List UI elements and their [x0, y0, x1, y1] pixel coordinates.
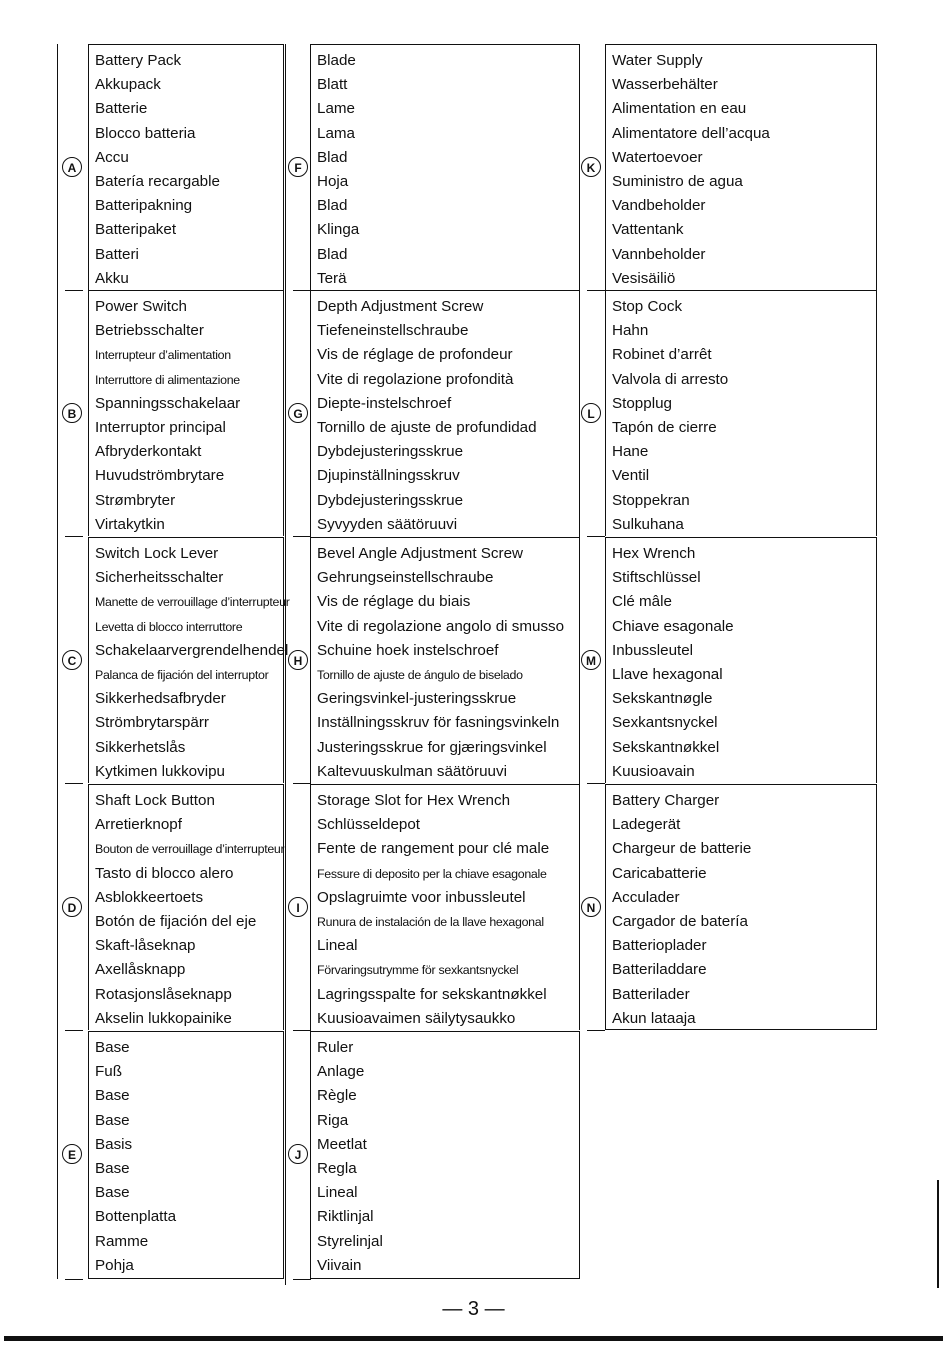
- term-text: Inbussleutel: [612, 641, 694, 659]
- term-text: Kuusioavaimen säilytysaukko: [317, 1009, 516, 1027]
- row-divider: [293, 1279, 311, 1280]
- item-letter-l: L: [581, 403, 601, 423]
- term-text: Vis de réglage de profondeur: [317, 346, 513, 364]
- item-letter-m: M: [581, 650, 601, 670]
- term-text: Wasserbehälter: [612, 76, 718, 94]
- row-divider: [65, 1030, 83, 1031]
- term-text: Justeringsskrue for gjæringsvinkel: [317, 738, 547, 756]
- term-text: Robinet d’arrêt: [612, 346, 712, 364]
- term-text: Interruptor principal: [95, 419, 226, 437]
- term-text: Hex Wrench: [612, 545, 696, 562]
- item-letter-f: F: [288, 157, 308, 177]
- term-text: Vis de réglage du biais: [317, 593, 471, 611]
- term-text: Vite di regolazione profondità: [317, 370, 514, 388]
- term-text: Stop Cock: [612, 298, 683, 315]
- column-rule: [57, 44, 58, 1279]
- term-text: Diepte-instelschroef: [317, 394, 452, 412]
- row-divider: [293, 1030, 311, 1031]
- term-text: Batteri: [95, 245, 139, 263]
- term-text: Levetta di blocco interruttore: [95, 619, 243, 634]
- term-text: Riktlinjal: [317, 1208, 374, 1226]
- term-text: Alimentatore dell’acqua: [612, 124, 770, 142]
- row-divider: [65, 290, 83, 291]
- term-text: Depth Adjustment Screw: [317, 298, 484, 315]
- term-text: Runura de instalación de la llave hexagonal: [317, 915, 544, 930]
- term-text: Förvaringsutrymme för sexkantsnyckel: [317, 963, 519, 978]
- term-text: Suministro de agua: [612, 173, 743, 191]
- term-cell-mid: [310, 290, 580, 536]
- term-text: Tasto di blocco alero: [95, 864, 234, 882]
- term-text: Base: [95, 1111, 130, 1129]
- row-divider: [293, 783, 311, 784]
- term-text: Sikkerhedsafbryder: [95, 690, 226, 708]
- term-text: Ladegerät: [612, 816, 681, 834]
- term-text: Hoja: [317, 173, 349, 191]
- term-cell-mid: [310, 784, 580, 1030]
- term-text: Pohja: [95, 1256, 134, 1274]
- term-text: Blad: [317, 245, 348, 263]
- term-text: Lineal: [317, 937, 358, 955]
- term-text: Sekskantnøgle: [612, 690, 713, 708]
- term-text: Asblokkeertoets: [95, 888, 204, 906]
- term-text: Water Supply: [612, 52, 703, 69]
- term-text: Arretierknopf: [95, 816, 182, 834]
- term-text: Batterioplader: [612, 937, 707, 955]
- term-text: Lama: [317, 124, 355, 142]
- term-cell-mid: [310, 44, 580, 290]
- term-text: Terä: [317, 269, 347, 287]
- term-text: Lineal: [317, 1184, 358, 1202]
- term-text: Battery Charger: [612, 792, 720, 809]
- term-text: Betriebsschalter: [95, 322, 204, 340]
- term-text: Schuine hoek instelschroef: [317, 641, 499, 659]
- term-text: Sicherheitsschalter: [95, 569, 224, 587]
- term-text: Chargeur de batterie: [612, 840, 752, 858]
- term-text: Basis: [95, 1135, 133, 1153]
- item-letter-a: A: [62, 157, 82, 177]
- term-text: Sikkerhetslås: [95, 738, 186, 756]
- term-cell-right: [605, 44, 877, 290]
- term-text: Base: [95, 1087, 130, 1105]
- row-divider: [587, 783, 605, 784]
- term-text: Clé mâle: [612, 593, 672, 611]
- item-letter-n: N: [581, 897, 601, 917]
- term-text: Accu: [95, 148, 129, 166]
- term-text: Tornillo de ajuste de ángulo de biselado: [317, 668, 523, 683]
- column-rule: [285, 44, 286, 1285]
- bottom-rule: [4, 1336, 943, 1341]
- term-text: Palanca de fijación del interruptor: [95, 668, 269, 683]
- term-text: Akkupack: [95, 76, 161, 94]
- term-text: Botón de fijación del eje: [95, 913, 257, 931]
- term-cell-mid: [310, 537, 580, 783]
- term-cell-right: [605, 290, 877, 536]
- term-text: Hahn: [612, 322, 649, 340]
- term-text: Battery Pack: [95, 52, 182, 69]
- term-text: Tornillo de ajuste de profundidad: [317, 419, 537, 437]
- term-text: Anlage: [317, 1063, 365, 1081]
- term-text: Kytkimen lukkovipu: [95, 762, 225, 780]
- term-text: Skaft-låseknap: [95, 937, 196, 955]
- term-text: Blad: [317, 148, 348, 166]
- term-text: Virtakytkin: [95, 515, 165, 533]
- row-divider: [587, 1030, 605, 1031]
- term-cell-right: [605, 537, 877, 783]
- term-text: Interrupteur d’alimentation: [95, 348, 231, 363]
- term-text: Règle: [317, 1087, 357, 1105]
- item-letter-c: C: [62, 650, 82, 670]
- row-divider: [65, 783, 83, 784]
- term-text: Ruler: [317, 1039, 354, 1056]
- term-text: Batteripakning: [95, 197, 193, 215]
- item-letter-h: H: [288, 650, 308, 670]
- term-text: Syvyyden säätöruuvi: [317, 515, 458, 533]
- term-text: Tapón de cierre: [612, 419, 717, 437]
- term-text: Watertoevoer: [612, 148, 703, 166]
- term-text: Alimentation en eau: [612, 100, 747, 118]
- row-divider: [293, 290, 311, 291]
- term-cell-left: [88, 290, 284, 536]
- term-text: Cargador de batería: [612, 913, 748, 931]
- term-text: Base: [95, 1184, 130, 1202]
- term-text: Afbryderkontakt: [95, 443, 202, 461]
- page-number: — 3 —: [442, 1298, 505, 1320]
- item-letter-i: I: [288, 897, 308, 917]
- term-cell-right: [605, 784, 877, 1030]
- term-text: Blade: [317, 52, 356, 69]
- term-text: Inställningsskruv för fasningsvinkeln: [317, 714, 560, 732]
- term-text: Vite di regolazione angolo di smusso: [317, 617, 565, 635]
- term-text: Strömbrytarspärr: [95, 714, 209, 732]
- term-text: Fuß: [95, 1063, 123, 1081]
- term-text: Bouton de verrouillage d’interrupteur: [95, 842, 285, 857]
- term-text: Bottenplatta: [95, 1208, 177, 1226]
- term-text: Geringsvinkel-justeringsskrue: [317, 690, 517, 708]
- term-text: Batteripaket: [95, 221, 177, 239]
- term-text: Riga: [317, 1111, 349, 1129]
- column-rule: [579, 44, 580, 1028]
- term-text: Blocco batteria: [95, 124, 196, 142]
- term-cell-mid: [310, 1031, 580, 1279]
- term-text: Stiftschlüssel: [612, 569, 701, 587]
- term-text: Acculader: [612, 888, 680, 906]
- term-text: Shaft Lock Button: [95, 792, 215, 809]
- row-divider: [65, 1279, 83, 1280]
- term-text: Sulkuhana: [612, 515, 684, 533]
- term-text: Huvudströmbrytare: [95, 467, 225, 485]
- term-text: Stoppekran: [612, 491, 690, 509]
- term-text: Viivain: [317, 1256, 362, 1274]
- term-text: Caricabatterie: [612, 864, 707, 882]
- term-text: Batería recargable: [95, 173, 220, 191]
- term-text: Akun lataaja: [612, 1009, 696, 1027]
- term-text: Stopplug: [612, 394, 672, 412]
- term-cell-left: [88, 1031, 284, 1279]
- term-text: Styrelinjal: [317, 1232, 383, 1250]
- term-text: Valvola di arresto: [612, 370, 729, 388]
- row-divider: [65, 536, 83, 537]
- term-cell-left: [88, 44, 284, 290]
- margin-rule: [937, 1180, 939, 1288]
- term-text: Blad: [317, 197, 348, 215]
- term-text: Power Switch: [95, 298, 188, 315]
- term-text: Meetlat: [317, 1135, 367, 1153]
- term-cell-left: [88, 537, 290, 783]
- term-text: Tiefeneinstellschraube: [317, 322, 469, 340]
- term-text: Batterie: [95, 100, 148, 118]
- item-letter-d: D: [62, 897, 82, 917]
- term-text: Ramme: [95, 1232, 149, 1250]
- term-text: Vannbeholder: [612, 245, 706, 263]
- term-text: Interruttore di alimentazione: [95, 372, 240, 387]
- term-text: Regla: [317, 1160, 357, 1178]
- term-text: Chiave esagonale: [612, 617, 734, 635]
- term-text: Gehrungseinstellschraube: [317, 569, 494, 587]
- item-letter-e: E: [62, 1144, 82, 1164]
- item-letter-k: K: [581, 157, 601, 177]
- term-text: Sexkantsnyckel: [612, 714, 718, 732]
- term-text: Storage Slot for Hex Wrench: [317, 792, 511, 809]
- term-text: Axellåsknapp: [95, 961, 186, 979]
- term-text: Schlüsseldepot: [317, 816, 421, 834]
- term-text: Vandbeholder: [612, 197, 706, 215]
- term-cell-left: [88, 784, 284, 1030]
- term-text: Base: [95, 1160, 130, 1178]
- term-text: Switch Lock Lever: [95, 545, 219, 562]
- term-text: Lame: [317, 100, 355, 118]
- term-text: Lagringsspalte for sekskantnøkkel: [317, 985, 547, 1003]
- term-text: Hane: [612, 443, 649, 461]
- term-text: Blatt: [317, 76, 348, 94]
- term-text: Ventil: [612, 467, 650, 485]
- term-text: Akku: [95, 269, 129, 287]
- term-text: Batteriladdare: [612, 961, 707, 979]
- term-text: Manette de verrouillage d’interrupteur: [95, 595, 290, 610]
- term-text: Llave hexagonal: [612, 666, 723, 684]
- item-letter-b: B: [62, 403, 82, 423]
- row-divider: [587, 536, 605, 537]
- term-text: Sekskantnøkkel: [612, 738, 720, 756]
- term-text: Dybdejusteringsskrue: [317, 443, 464, 461]
- term-text: Spanningsschakelaar: [95, 394, 241, 412]
- term-text: Opslagruimte voor inbussleutel: [317, 888, 526, 906]
- term-text: Fessure di deposito per la chiave esagonale: [317, 866, 547, 881]
- term-text: Djupinställningsskruv: [317, 467, 460, 485]
- term-text: Kuusioavain: [612, 762, 695, 780]
- term-text: Schakelaarvergrendelhendel: [95, 641, 289, 659]
- term-text: Vattentank: [612, 221, 684, 239]
- item-letter-g: G: [288, 403, 308, 423]
- term-text: Klinga: [317, 221, 360, 239]
- term-text: Bevel Angle Adjustment Screw: [317, 545, 523, 562]
- row-divider: [293, 536, 311, 537]
- term-text: Strømbryter: [95, 491, 176, 509]
- term-text: Base: [95, 1039, 130, 1056]
- term-text: Vesisäiliö: [612, 269, 676, 287]
- item-letter-j: J: [288, 1144, 308, 1164]
- row-divider: [587, 290, 605, 291]
- term-text: Akselin lukkopainike: [95, 1009, 232, 1027]
- term-text: Dybdejusteringsskrue: [317, 491, 464, 509]
- term-text: Rotasjonslåseknapp: [95, 985, 232, 1003]
- term-text: Fente de rangement pour clé male: [317, 840, 550, 858]
- term-text: Kaltevuuskulman säätöruuvi: [317, 762, 507, 780]
- term-text: Batterilader: [612, 985, 690, 1003]
